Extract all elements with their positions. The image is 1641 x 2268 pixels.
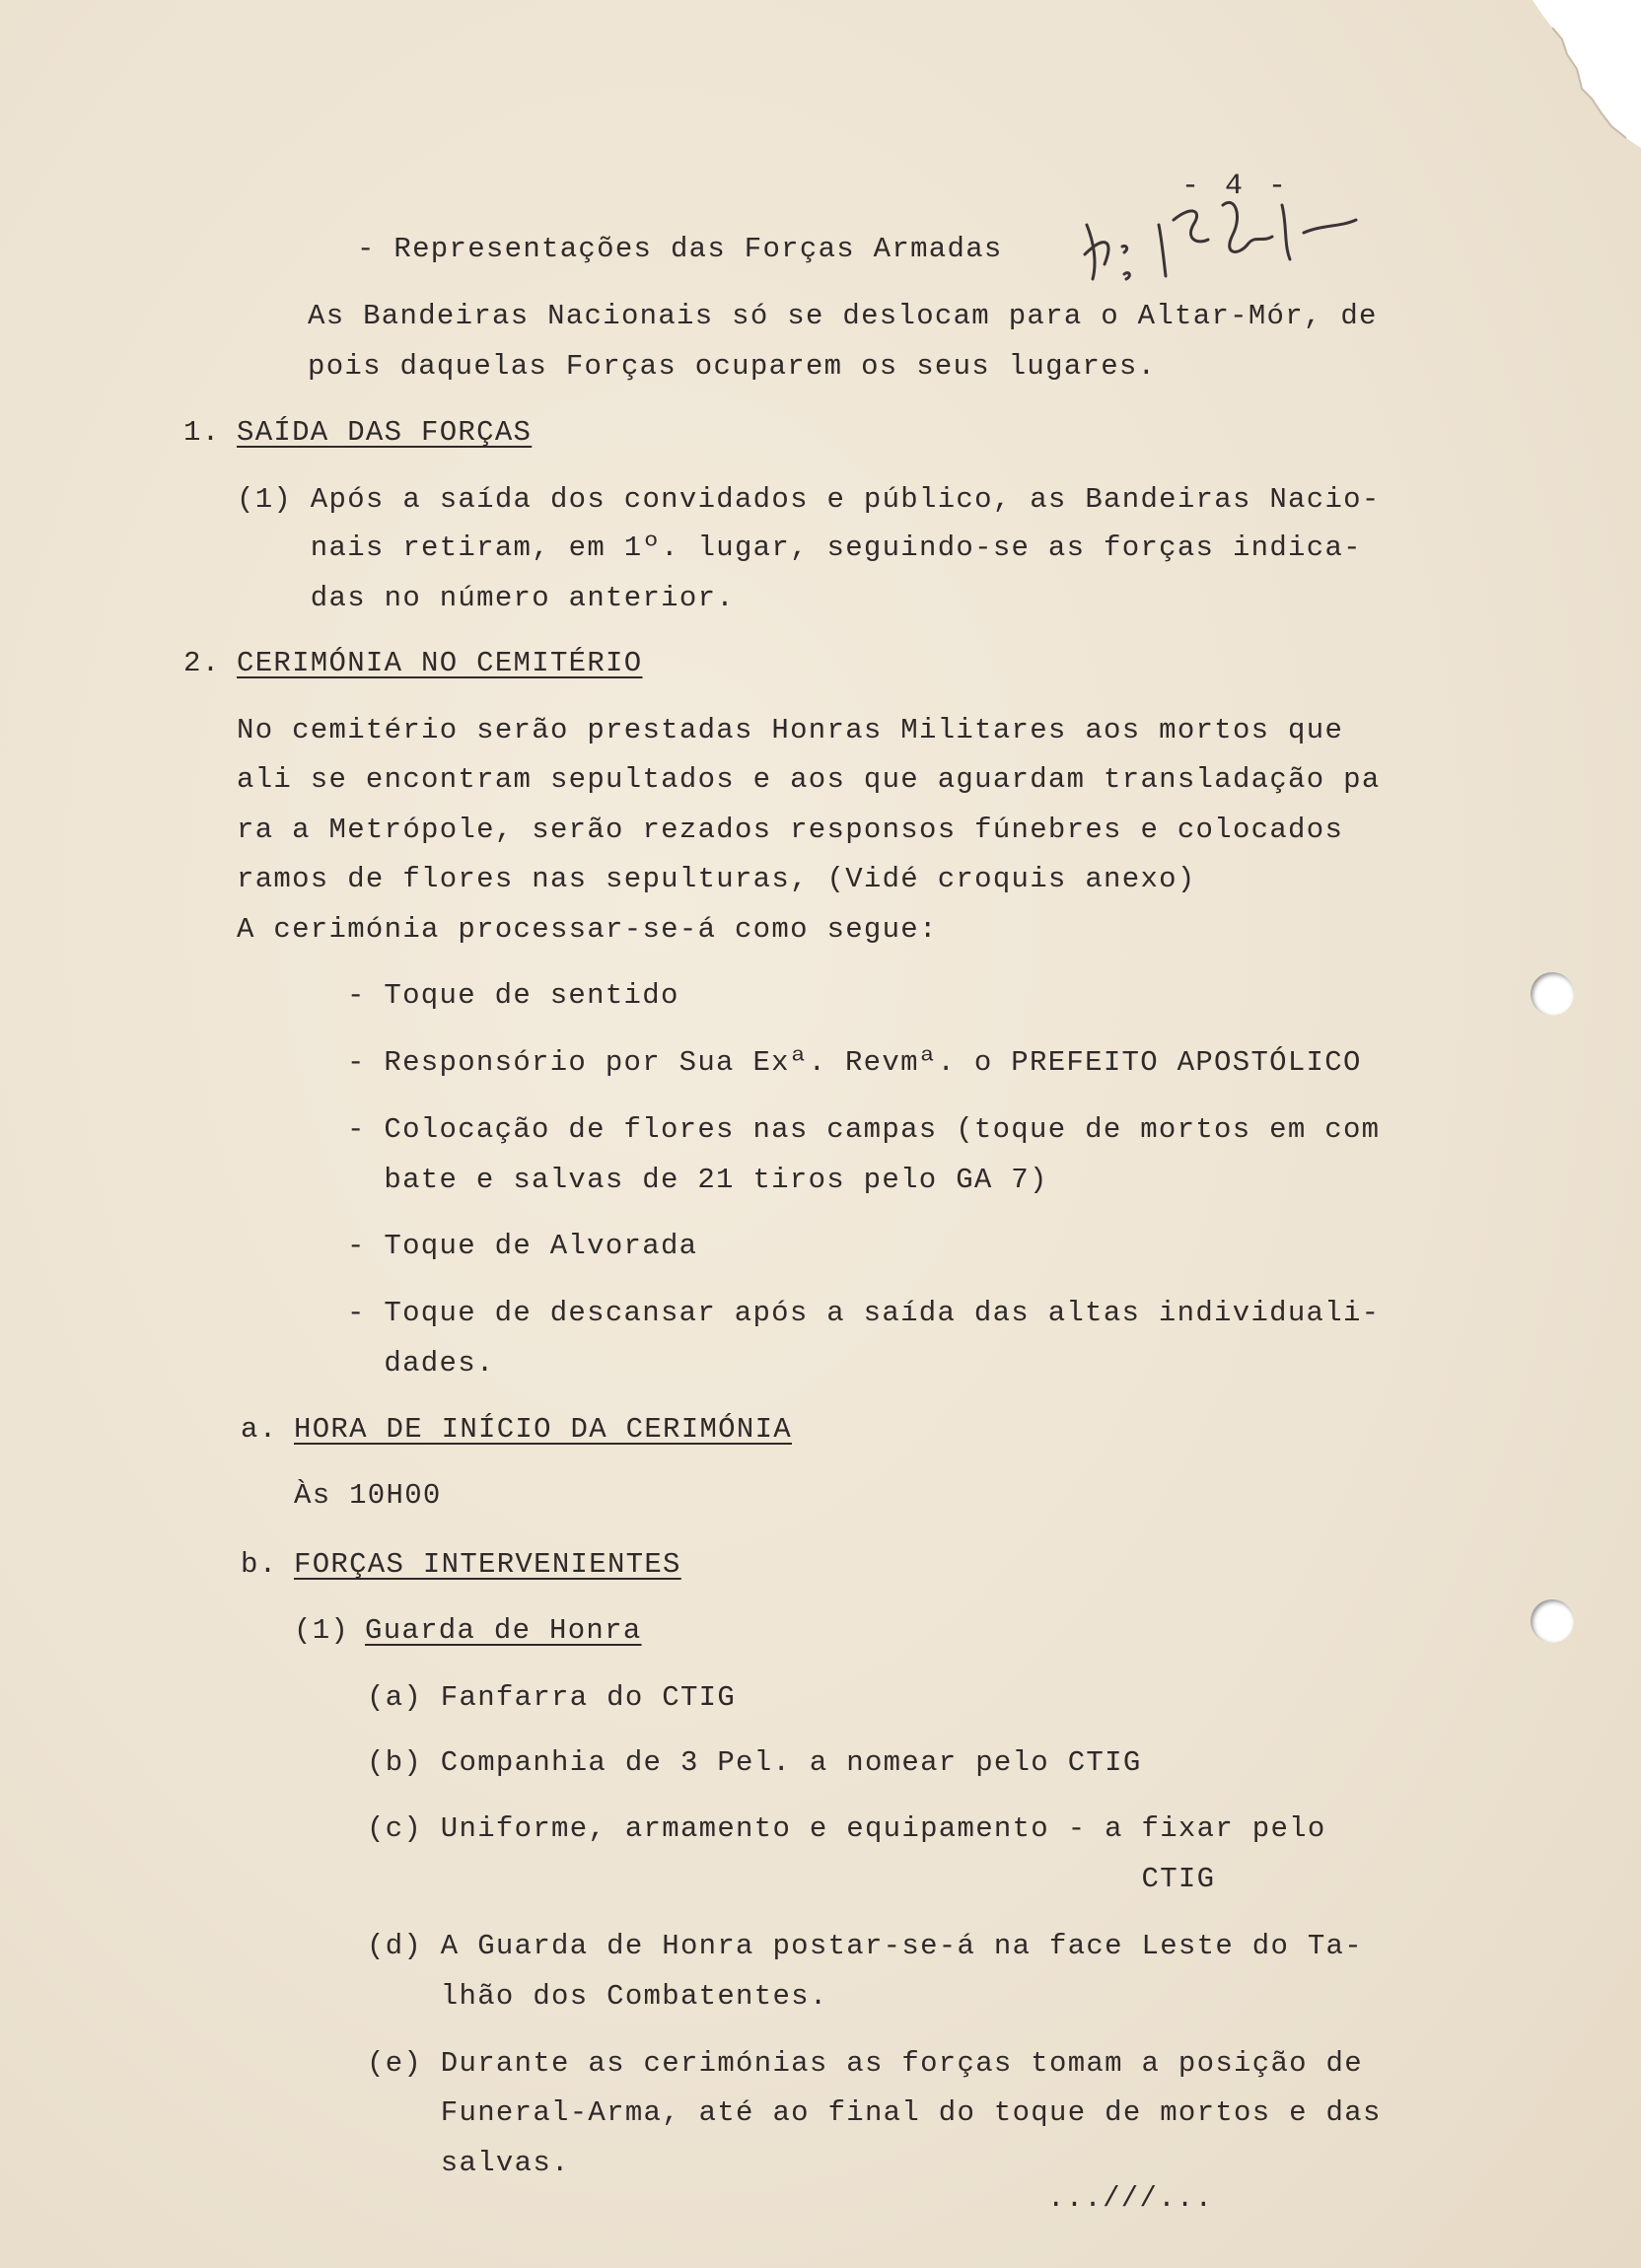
section-line: (1) Após a saída dos convidados e público, as Bandeiras Nacio- [237, 483, 1381, 516]
section-line: nais retiram, em 1º. lugar, seguindo-se as forças indica- [237, 532, 1362, 564]
bullet-line: - Colocação de flores nas campas (toque de mortos em com [347, 1113, 1381, 1146]
header-item: - Representações das Forças Armadas [357, 233, 1003, 265]
signature-icon [1075, 185, 1400, 284]
item-line: salvas. [367, 2147, 570, 2179]
paragraph-line: ali se encontram sepultados e aos que aguardam transladação pa [237, 763, 1381, 796]
bullet-line: dades. [347, 1347, 495, 1380]
item-label: (1) [294, 1614, 350, 1647]
item-title: Guarda de Honra [365, 1614, 642, 1647]
intro-line: As Bandeiras Nacionais só se deslocam para o Altar-Mór, de [308, 300, 1378, 332]
sub-title: FORÇAS INTERVENIENTES [294, 1548, 681, 1581]
item-line: (e) Durante as cerimónias as forças tomam a posição de [367, 2047, 1363, 2080]
sub-title: HORA DE INÍCIO DA CERIMÓNIA [294, 1413, 792, 1446]
item-line: Funeral-Arma, até ao final do toque de mortos e das [367, 2096, 1382, 2129]
intro-line: pois daquelas Forças ocuparem os seus lugares. [308, 350, 1157, 383]
section-number: 1. [183, 416, 221, 449]
item-line: (d) A Guarda de Honra postar-se-á na face Leste do Ta- [367, 1930, 1363, 1962]
continuation-mark: ...///... [1047, 2182, 1214, 2215]
item-line: CTIG [367, 1863, 1216, 1895]
bullet-line: bate e salvas de 21 tiros pelo GA 7) [347, 1164, 1048, 1196]
item-line: (a) Fanfarra do CTIG [367, 1681, 737, 1714]
bullet-line: - Toque de descansar após a saída das altas individuali- [347, 1297, 1381, 1329]
paragraph-line: No cemitério serão prestadas Honras Militares aos mortos que [237, 714, 1344, 746]
item-line: (c) Uniforme, armamento e equipamento - a fixar pelo [367, 1812, 1326, 1845]
section-title: SAÍDA DAS FORÇAS [237, 416, 533, 449]
section-number: 2. [183, 647, 221, 679]
paragraph-line: ra a Metrópole, serão rezados responsos fúnebres e colocados [237, 814, 1344, 846]
paragraph-line: A cerimónia processar-se-á como segue: [237, 913, 938, 946]
bullet-line: - Responsório por Sua Exª. Revmª. o PREFEITO APOSTÓLICO [347, 1046, 1362, 1079]
bullet-line: - Toque de sentido [347, 979, 679, 1012]
punch-hole-icon [1531, 1599, 1574, 1643]
torn-corner-icon [1533, 0, 1641, 148]
item-line: lhão dos Combatentes. [367, 1980, 828, 2013]
sub-value: Às 10H00 [294, 1479, 442, 1512]
punch-hole-icon [1531, 972, 1574, 1016]
paragraph-line: ramos de flores nas sepulturas, (Vidé croquis anexo) [237, 863, 1196, 895]
page-number: - 4 - [1181, 170, 1291, 203]
sub-label: a. [241, 1413, 278, 1446]
section-line: das no número anterior. [237, 582, 735, 614]
sub-label: b. [241, 1548, 278, 1581]
section-title: CERIMÓNIA NO CEMITÉRIO [237, 647, 643, 679]
bullet-line: - Toque de Alvorada [347, 1230, 698, 1262]
item-line: (b) Companhia de 3 Pel. a nomear pelo CTIG [367, 1746, 1142, 1779]
